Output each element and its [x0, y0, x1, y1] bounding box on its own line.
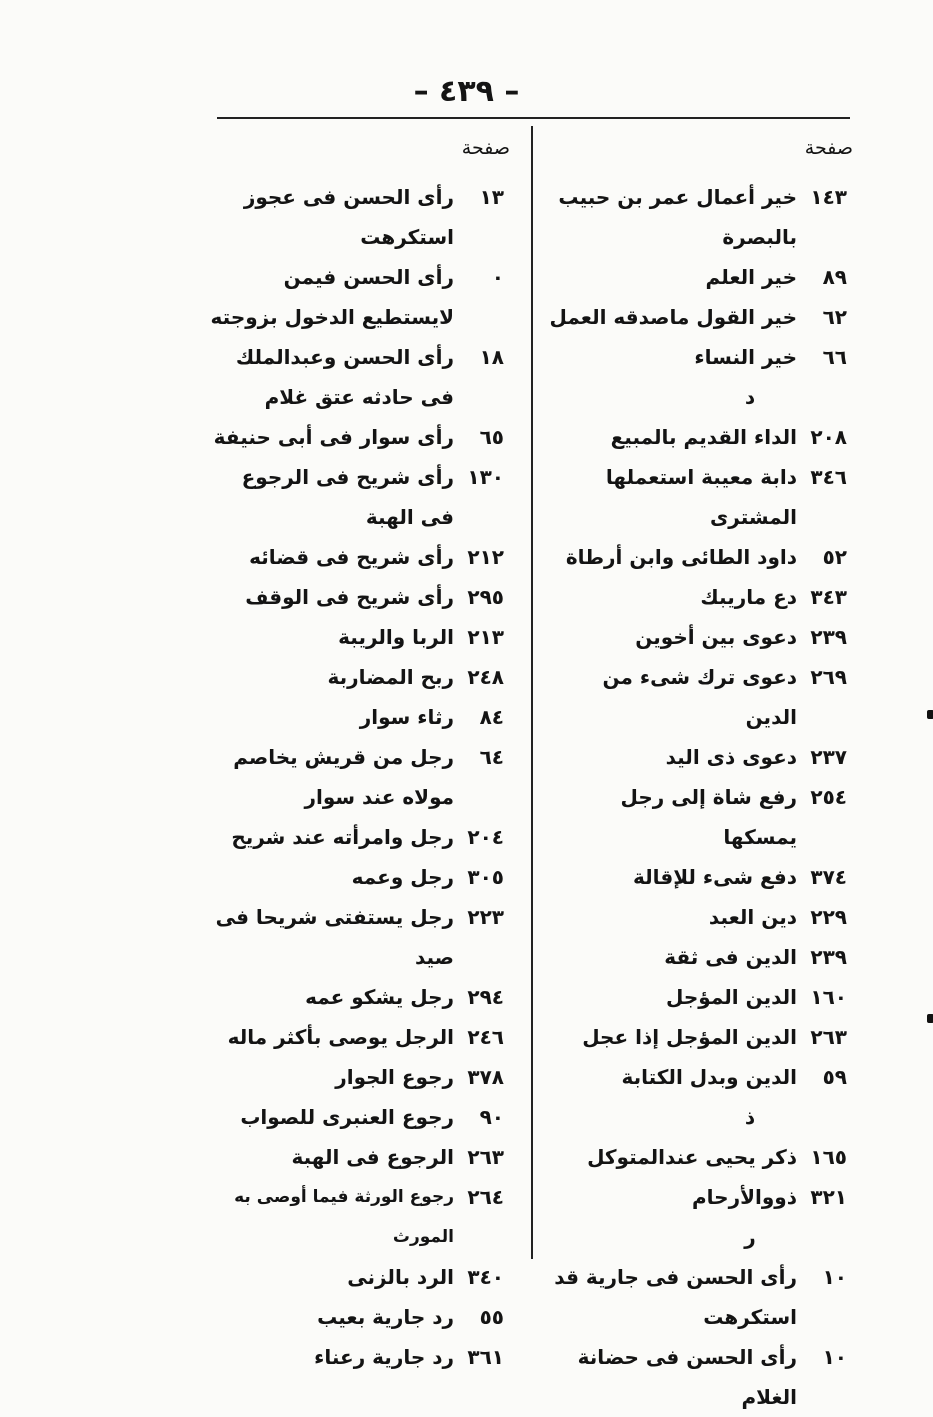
entry-page-number: ٢٩٤ [467, 985, 504, 1009]
entry-page-number: ٣٧٤ [810, 865, 847, 889]
entry-page-number: ٢١٣ [467, 625, 504, 649]
entry-page-number: ٢٣٧ [810, 745, 847, 769]
index-entry [547, 1337, 853, 1417]
entry-page-number: ٣٠٥ [467, 865, 504, 889]
index-entry [210, 737, 510, 817]
entry-title: رجوع العنبرى للصواب [240, 1105, 454, 1129]
index-entry [210, 817, 510, 857]
entry-page-number: ٣٤٦ [810, 465, 847, 489]
margin-mark [927, 710, 933, 719]
entry-title: دين العبد [708, 905, 797, 929]
entry-title: دعوى بين أخوين [635, 625, 797, 649]
entry-title: رأى شريح فى الرجوع فى الهبة [241, 465, 454, 529]
entry-title: رجوع الورثة فيما أوصى به المورث [234, 1187, 454, 1247]
entry-title: دعوى ترك شىء من الدين [602, 665, 797, 729]
entry-title: رأى شريح فى الوقف [245, 585, 454, 609]
entry-title: رد جارية بعيب [317, 1305, 454, 1329]
index-entry [210, 1337, 510, 1377]
index-entry [210, 537, 510, 577]
entry-title: رأى شريح فى قضائه [249, 545, 454, 569]
index-entry [210, 977, 510, 1017]
column-divider [531, 126, 533, 1259]
entry-page-number: ٢١٢ [467, 545, 504, 569]
index-entry [547, 577, 853, 617]
index-entry [547, 257, 853, 297]
index-entry [547, 297, 853, 337]
index-column-right [547, 135, 853, 1417]
entry-page-number: ٢٢٩ [810, 905, 847, 929]
entry-page-number: ٢٠٨ [810, 425, 847, 449]
entry-page-number: ٨٤ [479, 705, 504, 729]
entry-page-number: ٢٦٩ [810, 665, 847, 689]
index-entry [547, 537, 853, 577]
index-entry [210, 897, 510, 977]
entry-page-number: ٦٥ [479, 425, 504, 449]
entry-title: الدين فى ثقة [664, 945, 797, 969]
entry-title: رفع شاة إلى رجل يمسكها [620, 785, 797, 849]
index-entry [547, 1137, 853, 1177]
entry-title: دفع شىء للإقالة [632, 865, 797, 889]
section-letter: د [744, 385, 756, 409]
entry-page-number: ٥٢ [822, 545, 847, 569]
index-entry [547, 617, 853, 657]
entry-page-number: ٢٢٣ [467, 905, 504, 929]
index-entry [210, 1097, 510, 1137]
entry-title: الداء القديم بالمبيع [610, 425, 797, 449]
entry-title: داود الطائى وابن أرطاة [565, 545, 797, 569]
header-rule [217, 117, 850, 119]
entry-page-number: ٢٤٨ [467, 665, 504, 689]
index-entry [547, 897, 853, 937]
entry-page-number: ٦٦ [822, 345, 847, 369]
entry-title: الدين المؤجل إذا عجل [582, 1025, 797, 1049]
entry-title: رأى الحسن فى حضانة الغلام [577, 1345, 797, 1409]
index-entry [547, 857, 853, 897]
entry-title: رأى الحسن فيمن لايستطيع الدخول بزوجته [210, 265, 454, 329]
index-entry [210, 1017, 510, 1057]
index-entry [547, 457, 853, 537]
entry-title: خير القول ماصدقه العمل [549, 305, 797, 329]
entry-page-number: ٣٢١ [810, 1185, 847, 1209]
index-entry [210, 1177, 510, 1257]
index-entry [547, 1177, 853, 1217]
entry-title: دابة معيبة استعملها المشترى [605, 465, 797, 529]
entry-title: رجل وعمه [351, 865, 454, 889]
entry-title: ذكر يحيى عندالمتوكل [587, 1145, 797, 1169]
index-entry [210, 617, 510, 657]
entry-page-number: ٣٤٠ [467, 1265, 504, 1289]
page-number: – ٤٣٩ – [413, 74, 520, 109]
entry-title: ربح المضاربة [327, 665, 454, 689]
entry-title: رجل من قريش يخاصم مولاه عند سوار [233, 745, 454, 809]
entry-title: الرجوع فى الهبة [291, 1145, 454, 1169]
entry-page-number: ١٣٠ [467, 465, 504, 489]
entry-title: دع ماريبك [700, 585, 797, 609]
entry-page-number: ٢٣٩ [810, 945, 847, 969]
entry-title: رأى الحسن فى جارية قد استكرهت [554, 1265, 797, 1329]
entry-page-number: ١٦٠ [810, 985, 847, 1009]
index-entry [547, 337, 853, 377]
entry-title: دعوى ذى اليد [665, 745, 797, 769]
index-entry [547, 937, 853, 977]
index-entry [210, 857, 510, 897]
index-entry [547, 177, 853, 257]
margin-mark [927, 1014, 933, 1023]
entry-page-number: ٢٦٣ [467, 1145, 504, 1169]
index-entry [210, 697, 510, 737]
entry-page-number: ١٣ [479, 185, 504, 209]
index-entry [210, 657, 510, 697]
entry-title: الربا والريبة [338, 625, 454, 649]
index-entry [210, 577, 510, 617]
entry-page-number: ٣٧٨ [467, 1065, 504, 1089]
entry-title: رثاء سوار [359, 705, 454, 729]
entry-page-number: ٢٦٣ [810, 1025, 847, 1049]
index-entry [210, 1297, 510, 1337]
entry-title: رجوع الجوار [335, 1065, 454, 1089]
entry-page-number: ٠ [491, 265, 504, 289]
entry-title: الدين وبدل الكتابة [621, 1065, 797, 1089]
section-letter: ر [744, 1225, 756, 1249]
index-entry [210, 257, 510, 337]
index-entry [210, 1257, 510, 1297]
entry-title: رجل وامرأته عند شريح [231, 825, 454, 849]
index-entry [547, 657, 853, 737]
index-entries [210, 177, 510, 1377]
entry-page-number: ٦٢ [822, 305, 847, 329]
index-entry [547, 977, 853, 1017]
entry-page-number: ٨٩ [822, 265, 847, 289]
entry-title: رأى الحسن فى عجوز استكرهت [243, 185, 454, 249]
entry-title: رأى سوار فى أبى حنيفة [213, 425, 454, 449]
entry-page-number: ١٦٥ [810, 1145, 847, 1169]
page-column-header: صفحة [804, 137, 853, 159]
index-entry [547, 1257, 853, 1337]
entry-title: الدين المؤجل [666, 985, 797, 1009]
section-letter: ذ [744, 1105, 756, 1129]
index-entry [547, 417, 853, 457]
index-entry [210, 457, 510, 537]
entry-page-number: ٩٠ [479, 1105, 504, 1129]
entry-page-number: ٢٣٩ [810, 625, 847, 649]
entry-page-number: ٢٤٦ [467, 1025, 504, 1049]
index-entry [210, 177, 510, 257]
entry-page-number: ٥٥ [479, 1305, 504, 1329]
entry-page-number: ٢٠٤ [467, 825, 504, 849]
index-entry [547, 777, 853, 857]
index-entries [547, 177, 853, 1417]
index-entry [547, 737, 853, 777]
index-entry [547, 1057, 853, 1097]
entry-title: خير أعمال عمر بن حبيب بالبصرة [558, 185, 797, 249]
entry-title: الرد بالزنى [347, 1265, 454, 1289]
entry-page-number: ٢٦٤ [467, 1185, 504, 1209]
entry-page-number: ٢٥٤ [810, 785, 847, 809]
entry-page-number: ١٠ [822, 1265, 847, 1289]
entry-page-number: ٥٩ [822, 1065, 847, 1089]
entry-page-number: ٣٤٣ [810, 585, 847, 609]
entry-title: خير النساء [694, 345, 797, 369]
entry-page-number: ١٤٣ [810, 185, 847, 209]
index-column-left [210, 135, 510, 1377]
entry-title: الرجل يوصى بأكثر ماله [227, 1025, 454, 1049]
entry-page-number: ٦٤ [479, 745, 504, 769]
index-entry [210, 417, 510, 457]
entry-title: رأى الحسن وعبدالملك فى حادثه عتق غلام [235, 345, 454, 409]
entry-page-number: ٢٩٥ [467, 585, 504, 609]
index-entry [210, 1057, 510, 1097]
index-entry [547, 1017, 853, 1057]
entry-title: رجل يستفتى شريحا فى صيد [215, 905, 454, 969]
entry-title: رد جارية رعناء [314, 1345, 454, 1369]
entry-title: رجل يشكو عمه [305, 985, 454, 1009]
entry-title: خير العلم [705, 265, 797, 289]
page-column-header: صفحة [461, 137, 510, 159]
entry-page-number: ١٨ [479, 345, 504, 369]
entry-title: ذووالأرحام [692, 1185, 797, 1209]
entry-page-number: ٣٦١ [467, 1345, 504, 1369]
index-entry [210, 1137, 510, 1177]
entry-page-number: ١٠ [822, 1345, 847, 1369]
index-entry [210, 337, 510, 417]
